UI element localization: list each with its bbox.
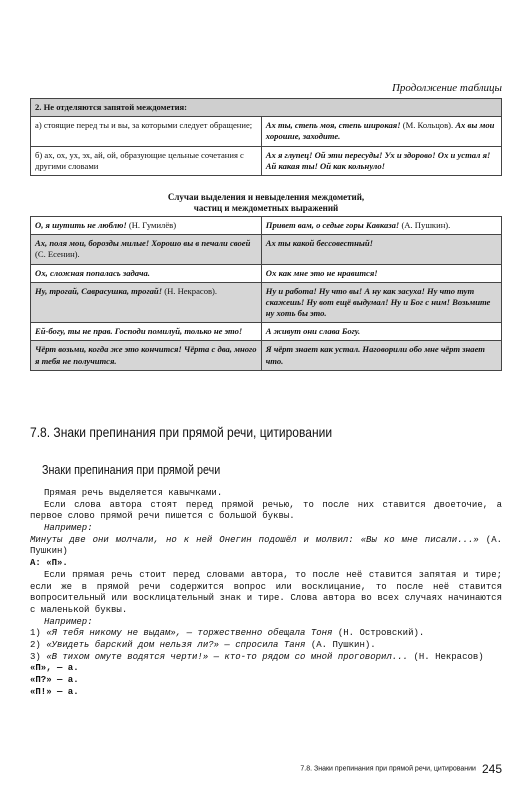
example-text: Ох, сложная попалась задача. [35,267,150,278]
example-source: (С. Есенин). [35,249,80,260]
example-label: Например: [44,523,93,534]
section-title: 7.8. Знаки препинания при прямой речи, цитировании [30,424,333,440]
example-source: (Н. Островский). [332,628,425,639]
table-row [31,99,502,117]
example-line [30,628,502,640]
example-cell-left [31,217,262,235]
example-quote: «Я тебя никому не выдам», — торжественно обещала Тоня [46,628,333,639]
table-row [31,235,502,264]
example-cell-left [31,341,262,370]
example-text: Ох как мне это не нравится! [265,267,378,278]
table-row [31,146,502,175]
example-text: А живут они слава Богу. [265,326,361,337]
paragraph: Если слова автора стоят перед прямой речью, то после них ставится двоеточие, а первое слово прямой речи пишется с большой буквы. [30,499,502,522]
table-row [31,282,502,323]
table-interjection-cases [30,216,502,371]
example-cell-right [261,264,501,282]
example-source: (А. Пушкин). [305,639,376,650]
table-row [31,264,502,282]
example-cell-left [31,235,262,264]
example-line [30,640,502,652]
example-line [30,652,502,664]
example-quote: Минуты две они молчали, но к ней Онегин подошёл и молвил: «Вы ко мне писали...» [30,534,479,545]
scheme-line: А: «П». [30,558,68,569]
example-cell-right [261,323,501,341]
example-text: Ах вы мои хорошие, заходите. [265,120,495,142]
example-quote: «Увидеть барский дом нельзя ли?» — спросила Таня [46,639,306,650]
example-line [30,535,502,558]
table-title [30,192,502,215]
paragraph: Прямая речь выделяется кавычками. [44,488,223,498]
example-source: (М. Кольцов). [400,120,456,131]
example-cell [261,146,501,175]
example-number: 2) [30,639,47,650]
example-text: Ах ты какой бессовестный! [265,238,373,249]
example-quote: «В тихом омуте водятся черти!» — кто-то рядом со мной проговорил... [46,651,409,662]
example-text: Ну и работа! Ну что вы! А ну как засуха! Ну что тут скажешь! Ну вот ещё выдумал! Ну и Бог с ним! Возьмите ну хоть бы это. [265,285,491,319]
example-source: (А. Пушкин) [30,534,502,557]
table-title-line: Случаи выделения и невыделения междометий, [167,192,365,202]
rule-cell: а) стоящие перед ты и вы, за которыми следует обращение; [31,117,262,146]
example-cell-right [261,341,501,370]
example-text: О, я шутить не люблю! [35,220,127,230]
example-number: 3) [30,651,47,662]
example-text: Ах, поля мои, борозды милые! Хорошо вы в печали своей [35,238,251,249]
example-text: Я чёрт знает как устал. Наговорили обо мне чёрт знает что. [265,344,485,366]
table-row [31,117,502,146]
table-row [31,341,502,370]
table-noncomma-interjections [30,98,502,176]
paragraph: Если прямая речь стоит перед словами автора, то после неё ставится запятая и тире; если же в прямой речи содержится вопрос или восклицание, то после неё ставится вопросительный или восклицательный знак и тире. Слова автора во всех случаях начинаются с маленькой буквы. [30,569,502,615]
example-source: (А. Пушкин). [399,220,451,230]
example-cell-left [31,264,262,282]
example-cell-left [31,282,262,323]
table-row [31,323,502,341]
example-text: Ах ты, степь моя, степь широкая! [265,120,401,131]
table-row [31,217,502,235]
example-text: Ах я глупец! Ой эти пересуды! Ух и здорово! Ох и устал я! Ай какая ты! Ой как кольнуло! [265,149,491,171]
table-heading: 2. Не отделяются запятой междометия: [31,99,502,117]
example-text: Привет вам, о седые горы Кавказа! [265,220,400,230]
example-text: Чёрт возьми, когда же это кончится! Чёрта с два, много я тебя не получится. [35,344,257,366]
page-footer [300,760,502,778]
example-source: (Н. Гумилёв) [126,220,177,230]
subsection-title: Знаки препинания при прямой речи [42,463,221,477]
example-source: (Н. Некрасов) [408,651,484,662]
scheme-line: «П», — а. [30,663,79,674]
page-number: 245 [481,761,502,776]
example-cell-right [261,217,501,235]
scheme-line: «П!» — а. [30,686,79,697]
example-text: Ну, трогай, Саврасушка, трогай! [35,285,163,296]
example-label: Например: [44,616,93,627]
running-footer: 7.8. Знаки препинания при прямой речи, цитировании [300,765,476,773]
rule-cell: б) ах, ох, ух, эх, ай, ой, образующие цельные сочетания с другими словами [31,146,262,175]
continuation-header: Продолжение таблицы [391,82,502,94]
scheme-line: «П?» — а. [30,675,79,685]
example-source: (Н. Некрасов). [162,285,218,296]
example-cell-right [261,282,501,323]
example-cell-right [261,235,501,264]
example-number: 1) [30,628,47,639]
table-title-line: частиц и междометных выражений [193,203,339,214]
example-cell [261,117,501,146]
body-text [30,488,502,698]
example-cell-left [31,323,262,341]
example-text: Ей-богу, ты не прав. Господи помилуй, только не это! [35,326,243,337]
